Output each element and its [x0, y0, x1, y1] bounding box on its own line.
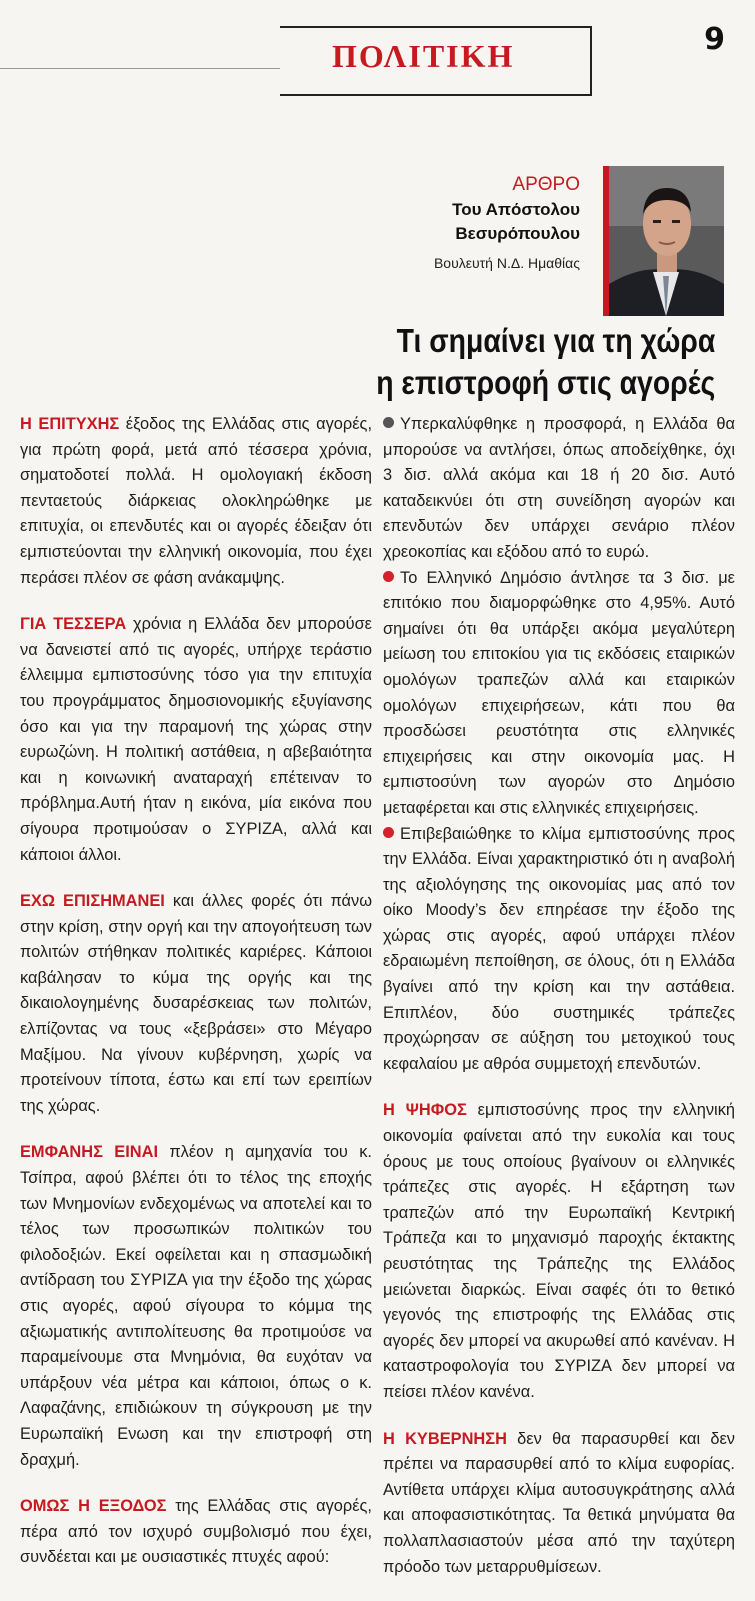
left-column: [20, 412, 372, 1592]
author-photo: [609, 166, 724, 316]
paragraph-lead: ΕΧΩ ΕΠΙΣΗΜΑΝΕΙ: [20, 892, 165, 911]
author-name-line2: Βεσυρόπουλου: [455, 224, 580, 243]
right-column: [383, 412, 735, 1601]
paragraph-text: χρόνια η Ελλάδα δεν μπορούσε να δανειστεί από τις αγορές, υπήρχε τεράστιο έλλειμμα εμπιστοσύνης τόσο για την επιτυχία του προγράμματος δημοσιονομικής εξυγίανσης όσο και για την παραμονή της χώρας στην ευρωζώνη. Η πολιτική αστάθεια, η αβεβαιότητα και η κοινωνική αναταραχή επέτειναν το πρόβλημα.Αυτή ήταν η εικόνα, μία εικόνα που σίγουρα προτιμούσαν ο ΣΥΡΙΖΑ, αλλά και κάποιοι άλλοι.: [20, 615, 372, 864]
page-number: 9: [704, 22, 725, 57]
author-portrait-icon: [609, 166, 724, 316]
bullet-dot-icon: [383, 827, 394, 838]
paragraph-text: έξοδος της Ελλάδας στις αγορές, για πρώτη φορά, μετά από τέσσερα χρόνια, σηματοδοτεί πολλά. Η ομολογιακή έκδοση πενταετούς διάρκειας ολοκληρώθηκε με επιτυχία, οι επενδυτές και οι αγορές έδειξαν ότι εμπιστεύονται την ελληνική οικονομία, που έχει περάσει πλέον σε φάση ανάκαμψης.: [20, 415, 372, 587]
paragraph-text: πλέον η αμηχανία του κ. Τσίπρα, αφού βλέπει ότι το τέλος της εποχής των Μνημονίων ενδεχομένως να αποτελεί και το τέλος των προσωπικών πολιτικών του φιλοδοξιών. Εκεί οφείλεται και η σπασμωδική αντίδραση του ΣΥΡΙΖΑ για την έξοδο της χώρας στις αγορές, αφού σίγουρα το κόμμα της αξιωματικής αντιπολίτευσης θα προτιμούσε να παραμείνουμε στα Μνημόνια, θα ευχόταν να υπάρξουν νέα μέτρα και κάποιοι, όπως ο κ. Λαφαζάνης, επιδιώκουν τη σύγκρουση με την Ευρωπαϊκή Ενωση και την επιστροφή στη δραχμή.: [20, 1143, 372, 1469]
section-title: ΠΟΛΙΤΙΚΗ: [332, 38, 515, 74]
bullet-dot-icon: [383, 417, 394, 428]
paragraph-lead: Η ΨΗΦΟΣ: [383, 1101, 467, 1120]
paragraph-lead: Η ΚΥΒΕΡΝΗΣΗ: [383, 1429, 507, 1448]
article-headline: [376, 320, 715, 404]
paragraph: [20, 1140, 372, 1473]
byline: [434, 172, 580, 280]
paragraph-text: Το Ελληνικό Δημόσιο άντλησε τα 3 δισ. με επιτόκιο που διαμορφώθηκε στο 4,95%. Αυτό σημαίνει ότι θα υπάρξει ακόμα μεγαλύτερη μείωση του επιτοκίου για τις εκδόσεις εταιρικών ομολόγων τραπεζών αλλά και εταιρικών ομολόγων επιχειρήσεων, κάτι που θα προσδώσει ρευστότητα στις ελληνικές επιχειρήσεις και στην οικονομία μας. Η εμπιστοσύνη των αγορών στο Δημόσιο μεταφέρεται και στις ελληνικές επιχειρήσεις.: [383, 568, 735, 817]
paragraph-lead: ΓΙΑ ΤΕΣΣΕΡΑ: [20, 615, 127, 634]
bullet-paragraph: [383, 566, 735, 822]
paragraph-lead: Η ΕΠΙΤΥΧΗΣ: [20, 415, 120, 433]
paragraph: [20, 1494, 372, 1571]
paragraph-lead: ΟΜΩΣ Η ΕΞΟΔΟΣ: [20, 1497, 167, 1516]
paragraph-text: της Ελλάδας στις αγορές, πέρα από τον ισχυρό συμβολισμό που έχει, συνδέεται και με ουσιαστικές πτυχές αφού:: [20, 1497, 372, 1567]
byline-label: ΑΡΘΡΟ: [512, 174, 580, 195]
paragraph-lead: ΕΜΦΑΝΗΣ ΕΙΝΑΙ: [20, 1143, 158, 1162]
paragraph-text: Υπερκαλύφθηκε η προσφορά, η Ελλάδα θα μπορούσε να αντλήσει, όπως αποδείχθηκε, όχι 3 δισ. αλλά ακόμα και 18 ή 20 δισ. Αυτό καταδεικνύει ότι στη συνείδηση αγορών και επενδυτών δεν υπάρχει σενάριο πλέον χρεοκοπίας και εξόδου από το ευρώ.: [383, 415, 735, 561]
paragraph-text: Επιβεβαιώθηκε το κλίμα εμπιστοσύνης προς την Ελλάδα. Είναι χαρακτηριστικό ότι η αναβολή της αξιολόγησης της οικονομίας μας από τον οίκο Moody’s δεν επηρέασε την έξοδο της χώρας στις αγορές, αφού υπάρχει πλέον εδραιωμένη πεποίθηση, σε όλους, ότι η Ελλάδα βγαίνει από την κρίση και την αστάθεια. Επιπλέον, δύο συστημικές τράπεζες προχώρησαν σε αύξηση του μετοχικού τους κεφαλαίου με αθρόα συμμετοχή επενδυτών.: [383, 824, 735, 1073]
paragraph-text: και άλλες φορές ότι πάνω στην κρίση, στην οργή και την απογοήτευση των πολιτών στήθηκαν πολιτικές καριέρες. Κάποιοι καβάλησαν το κύμα της οργής και της δικαιολογημένης δυσαρέσκειας των πολιτών, ελπίζοντας να τους «ξεβράσει» στο Μέγαρο Μαξίμου. Να γίνουν κυβέρνηση, χωρίς να προτείνουν τίποτα, έστω και επί των ερειπίων της χώρας.: [20, 892, 372, 1115]
paragraph: [383, 1427, 735, 1581]
headline-line2: η επιστροφή στις αγορές: [375, 364, 715, 401]
bullet-dot-icon: [383, 571, 394, 582]
headline-line1: Τι σημαίνει για τη χώρα: [396, 322, 715, 359]
header-rule: [0, 68, 280, 69]
paragraph: [20, 612, 372, 868]
bullet-paragraph: [383, 822, 735, 1078]
paragraph-text: εμπιστοσύνης προς την ελληνική οικονομία φαίνεται από την ευκολία και τους όρους με τους οποίους βγαίνουν οι ελληνικές τράπεζες στις αγορές. Η εξάρτηση των τραπεζών από την Ευρωπαϊκή Κεντρική Τράπεζα και το μηχανισμό παροχής έκτακτης ρευστότητας της Τράπεζης της Ελλάδος μειώνεται διαρκώς. Είναι σαφές ότι το θετικό γεγονός της επιστροφής της Ελλάδας στις αγορές δεν μπορεί να ακυρωθεί από κανέναν. Η καταστροφολογία του ΣΥΡΙΖΑ δεν μπορεί να πείσει πλέον κανένα.: [383, 1101, 735, 1401]
author-name-line1: Του Απόστολου: [452, 200, 580, 219]
paragraph: [20, 889, 372, 1119]
paragraph: [20, 412, 372, 591]
author-role: Βουλευτή Ν.Δ. Ημαθίας: [433, 255, 580, 271]
paragraph-text: δεν θα παρασυρθεί και δεν πρέπει να παρασυρθεί από το κλίμα ευφορίας. Αντίθετα υπάρχει κλίμα αυτοσυγκράτησης αλλά και αποφασιστικότητας. Τα θετικά μηνύματα θα πολλαπλασιαστούν μέσα από την ταχύτερη πρόοδο των μεταρρυθμίσεων.: [383, 1429, 735, 1576]
bullet-paragraph: [383, 412, 735, 566]
paragraph: [383, 1098, 735, 1405]
